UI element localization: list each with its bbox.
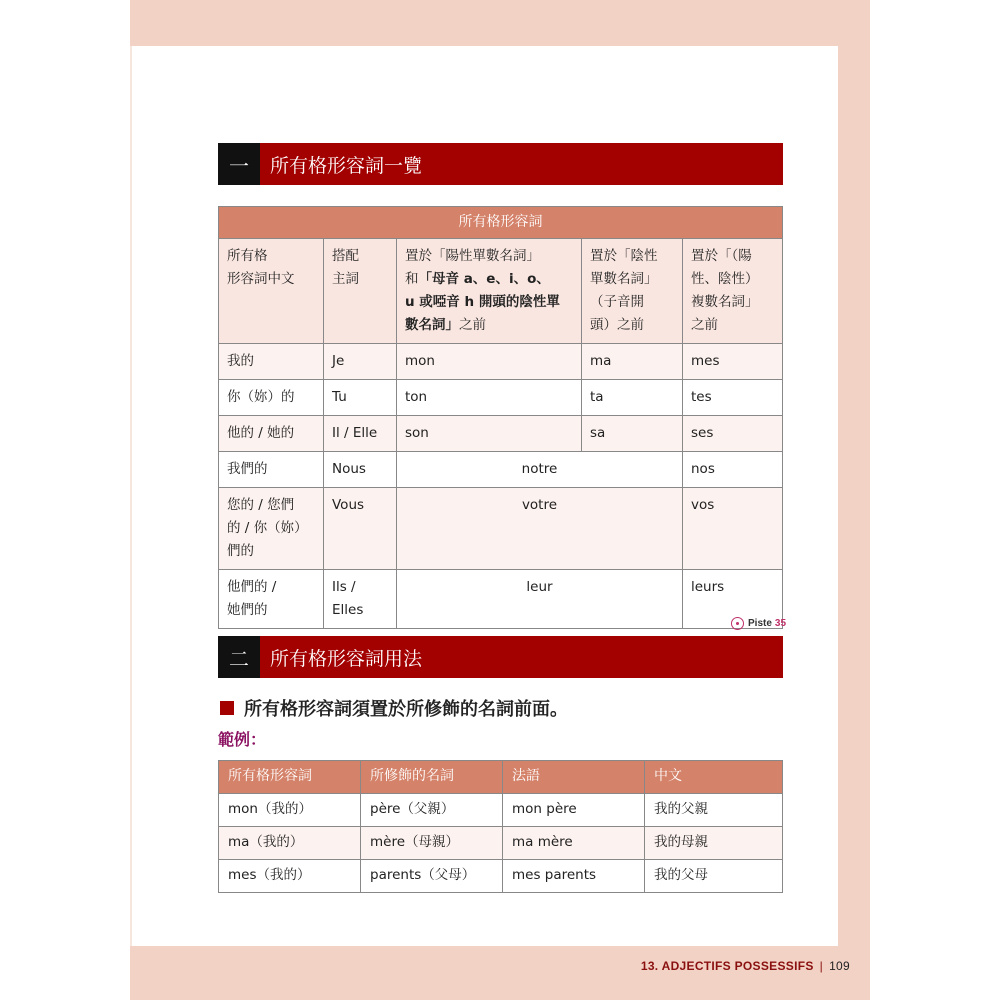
section-2-title: 所有格形容詞用法: [270, 647, 423, 670]
cell-zh: 我的: [219, 344, 324, 380]
cell-zh: 我們的: [219, 452, 324, 488]
cell-subject: Ils / Elles: [324, 570, 397, 629]
examples-header-french: 法語: [503, 761, 645, 794]
header-chinese: 所有格 形容詞中文: [219, 239, 324, 344]
table-row: [219, 416, 783, 452]
cell-french: mes parents: [503, 860, 645, 893]
cell-singular: notre: [397, 452, 683, 488]
rule-statement: [220, 695, 568, 721]
cell-noun: parents（父母）: [361, 860, 503, 893]
cell-adjective: ma（我的）: [219, 827, 361, 860]
cell-fem: ta: [582, 380, 683, 416]
table-row: [219, 570, 783, 629]
cell-chinese: 我的父親: [645, 794, 783, 827]
cell-chinese: 我的母親: [645, 827, 783, 860]
examples-table: [218, 760, 783, 893]
header-masculine-singular: [397, 239, 582, 344]
possessive-adjectives-table: [218, 206, 783, 629]
section-1-number: 一: [218, 143, 260, 185]
examples-header-noun: 所修飾的名詞: [361, 761, 503, 794]
page-frame-right: [838, 0, 870, 1000]
cell-masc: son: [397, 416, 582, 452]
table-row: [219, 860, 783, 893]
table-caption: 所有格形容詞: [219, 207, 783, 239]
page-number: 109: [829, 959, 850, 973]
header3-part-f: 之前: [459, 317, 486, 333]
cell-zh: 您的 / 您們 的 / 你（妳） 們的: [219, 488, 324, 570]
page-frame-top: [130, 0, 870, 46]
cell-noun: père（父親）: [361, 794, 503, 827]
cell-masc: ton: [397, 380, 582, 416]
header3-part-d: u 或啞音 h 開頭的陰性單: [405, 294, 560, 310]
cell-fem: sa: [582, 416, 683, 452]
cell-masc: mon: [397, 344, 582, 380]
header3-part-a: 置於「陽性單數名詞」: [405, 248, 540, 264]
cell-plural: leurs: [683, 570, 783, 629]
page-frame-left: [130, 46, 132, 946]
rule-text: 所有格形容詞須置於所修飾的名詞前面。: [244, 699, 568, 720]
section-2-number: 二: [218, 636, 260, 678]
cell-french: mon père: [503, 794, 645, 827]
cell-plural: mes: [683, 344, 783, 380]
cell-subject: Vous: [324, 488, 397, 570]
section-1-header: [218, 143, 783, 185]
page-frame-bottom: [130, 946, 870, 1000]
cell-subject: Je: [324, 344, 397, 380]
footer-separator: |: [819, 959, 824, 973]
cell-fem: ma: [582, 344, 683, 380]
audio-number: 35: [774, 618, 787, 629]
table-row: [219, 794, 783, 827]
cell-plural: ses: [683, 416, 783, 452]
cell-french: ma mère: [503, 827, 645, 860]
section-1-title: 所有格形容詞一覽: [270, 154, 423, 177]
cell-subject: Nous: [324, 452, 397, 488]
cell-subject: Il / Elle: [324, 416, 397, 452]
table-row: [219, 344, 783, 380]
cell-singular: votre: [397, 488, 683, 570]
header-feminine-singular: 置於「陰性 單數名詞」 （子音開 頭）之前: [582, 239, 683, 344]
chapter-title: 13. ADJECTIFS POSSESSIFS: [640, 959, 814, 973]
cell-adjective: mes（我的）: [219, 860, 361, 893]
bullet-square-icon: [220, 701, 234, 715]
table-row: [219, 488, 783, 570]
table-row: [219, 380, 783, 416]
examples-header-chinese: 中文: [645, 761, 783, 794]
cell-plural: tes: [683, 380, 783, 416]
cell-noun: mère（母親）: [361, 827, 503, 860]
example-label: 範例：: [218, 730, 267, 749]
cell-chinese: 我的父母: [645, 860, 783, 893]
table-row: [219, 452, 783, 488]
header3-part-e: 數名詞」: [405, 317, 459, 333]
cell-plural: vos: [683, 488, 783, 570]
table-row: [219, 827, 783, 860]
cell-adjective: mon（我的）: [219, 794, 361, 827]
header3-part-c: 「母音 a、e、i、o、: [418, 271, 550, 287]
cell-singular: leur: [397, 570, 683, 629]
header-plural: 置於「（陽 性、陰性） 複數名詞」 之前: [683, 239, 783, 344]
header-subject: 搭配 主詞: [324, 239, 397, 344]
cell-plural: nos: [683, 452, 783, 488]
cd-icon: [731, 617, 744, 630]
header3-part-b: 和: [405, 271, 419, 287]
examples-header-adjective: 所有格形容詞: [219, 761, 361, 794]
audio-label: Piste: [748, 618, 772, 629]
cell-subject: Tu: [324, 380, 397, 416]
table-header-row: [219, 239, 783, 344]
audio-track: [731, 617, 786, 630]
section-2-header: [218, 636, 783, 678]
page-footer: [560, 959, 850, 973]
cell-zh: 他們的 / 她們的: [219, 570, 324, 629]
examples-header-row: [219, 761, 783, 794]
table-caption-row: [219, 207, 783, 239]
cell-zh: 你（妳）的: [219, 380, 324, 416]
cell-zh: 他的 / 她的: [219, 416, 324, 452]
